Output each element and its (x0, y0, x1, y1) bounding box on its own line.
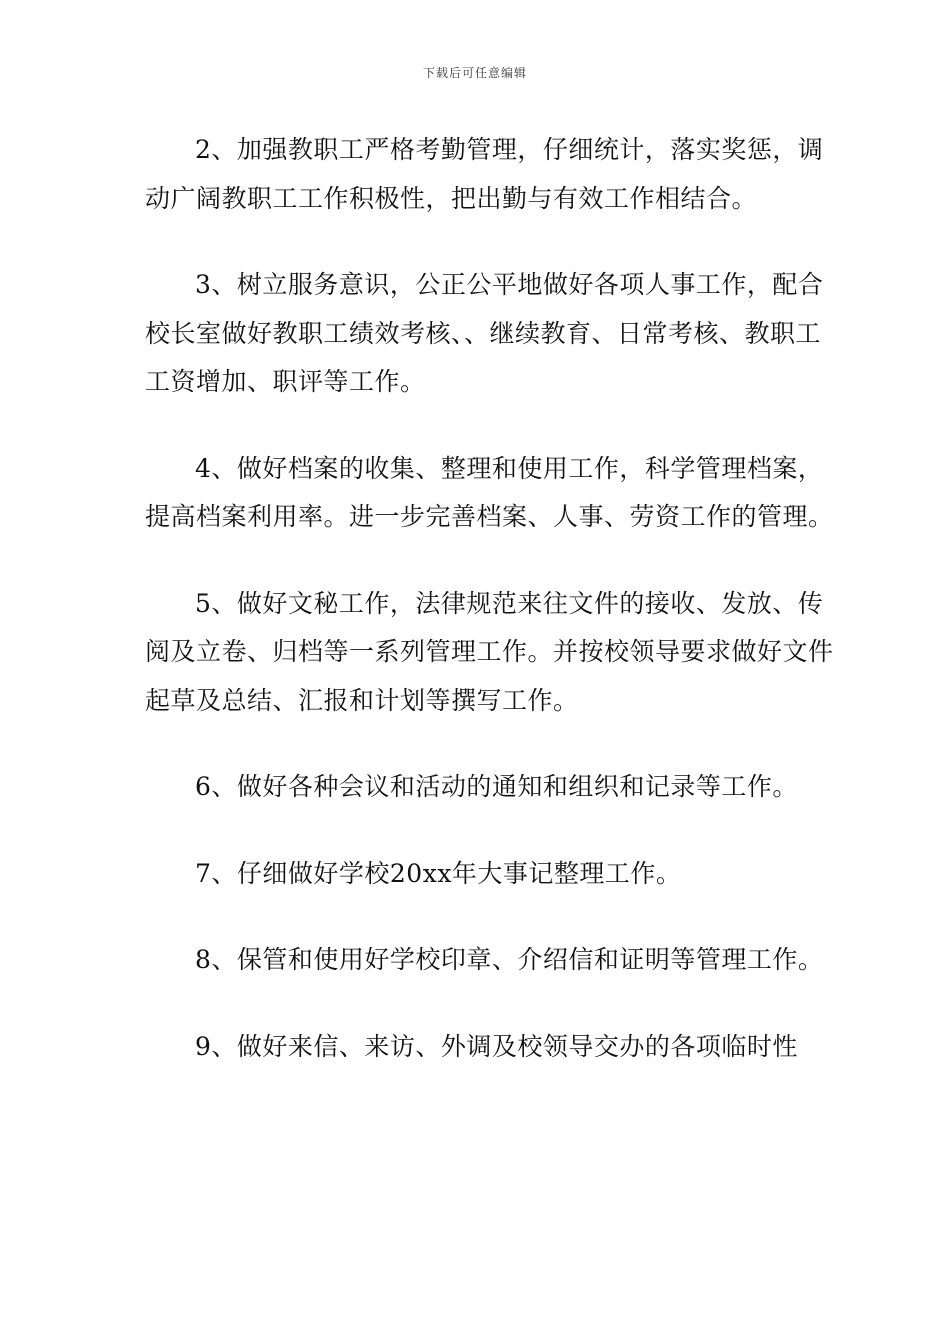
paragraph-item-5: 5、做好文秘工作，法律规范来往文件的接收、发放、传阅及立卷、归档等一系列管理工作。并按校领导要求做好文件起草及总结、汇报和计划等撰写工作。 (145, 588, 834, 715)
paragraph-item-4: 4、做好档案的收集、整理和使用工作，科学管理档案，提高档案利用率。进一步完善档案、人事、劳资工作的管理。 (145, 453, 834, 531)
paragraph-item-8: 8、保管和使用好学校印章、介绍信和证明等管理工作。 (195, 945, 824, 974)
paragraph-item-7: 7、仔细做好学校20xx年大事记整理工作。 (195, 858, 682, 888)
paragraph-item-3: 3、树立服务意识，公正公平地做好各项人事工作，配合校长室做好教职工绩效考核、、继续教育、日常考核、教职工工资增加、职评等工作。 (145, 270, 824, 396)
page-header: 下载后可任意编辑 (422, 66, 527, 80)
paragraph-item-6: 6、做好各种会议和活动的通知和组织和记录等工作。 (195, 772, 798, 801)
paragraph-item-2: 2、加强教职工严格考勤管理，仔细统计，落实奖惩，调动广阔教职工工作积极性，把出勤与有效工作相结合。 (145, 135, 824, 213)
paragraph-item-9: 9、做好来信、来访、外调及校领导交办的各项临时性 (195, 1031, 798, 1061)
document-body (145, 126, 845, 1109)
